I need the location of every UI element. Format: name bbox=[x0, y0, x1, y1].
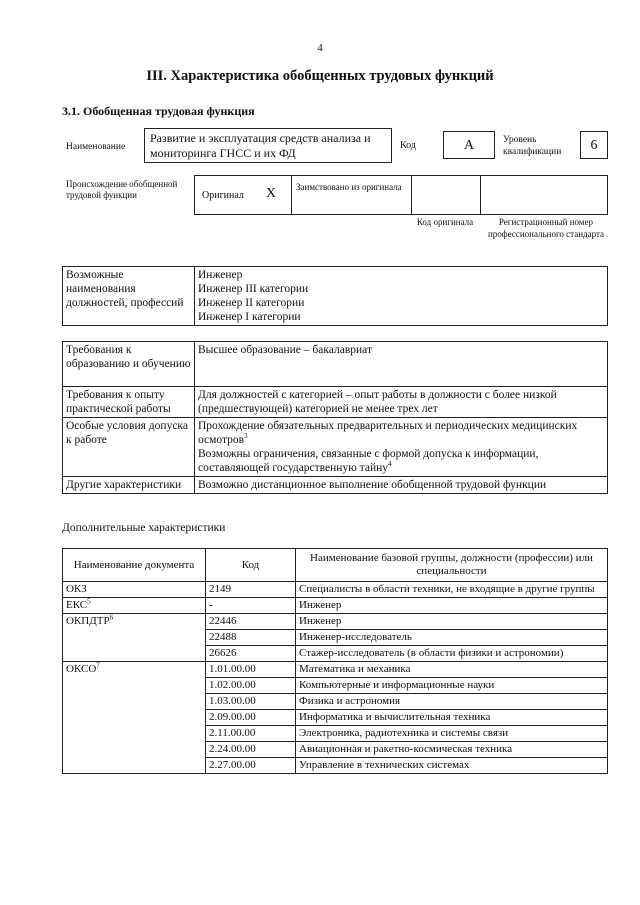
occupation-name-cell: Электроника, радиотехника и системы связи bbox=[296, 726, 608, 742]
code-cell: 2.11.00.00 bbox=[206, 726, 296, 742]
document-cell bbox=[63, 598, 206, 614]
occupation-name-cell: Компьютерные и информационные науки bbox=[296, 678, 608, 694]
original-label: Оригинал bbox=[202, 190, 244, 201]
code-cell: 1.02.00.00 bbox=[206, 678, 296, 694]
code-cell: - bbox=[206, 598, 296, 614]
code-cell: 26626 bbox=[206, 646, 296, 662]
occupation-name-cell: Математика и механика bbox=[296, 662, 608, 678]
page-number: 4 bbox=[317, 42, 323, 54]
requirement-row bbox=[63, 387, 608, 418]
additional-label: Дополнительные характеристики bbox=[62, 522, 226, 534]
positions-label: Возможные наименования должностей, профессий bbox=[63, 267, 195, 326]
table-row bbox=[63, 614, 608, 630]
code-cell: 22488 bbox=[206, 630, 296, 646]
code-cell: 22446 bbox=[206, 614, 296, 630]
document-cell bbox=[63, 582, 206, 598]
requirement-label: Другие характеристики bbox=[63, 477, 195, 494]
table-row bbox=[63, 582, 608, 598]
position-item: Инженер II категории bbox=[198, 297, 305, 309]
requirement-text: Возможны ограничения, связанные с формой допуска к информации, составляющей государственную тайну bbox=[198, 448, 539, 474]
column-header: Наименование базовой группы, должности (профессии) или специальности bbox=[296, 549, 608, 582]
code-cell: 2149 bbox=[206, 582, 296, 598]
code-label: Код bbox=[400, 140, 416, 151]
section-title: III. Характеристика обобщенных трудовых функций bbox=[146, 68, 494, 84]
origin-label: Происхождение обобщенной трудовой функции bbox=[66, 179, 178, 200]
document-cell bbox=[63, 614, 206, 662]
requirements-table bbox=[62, 341, 608, 494]
positions-list bbox=[195, 267, 608, 326]
requirement-label: Особые условия допуска к работе bbox=[63, 418, 195, 477]
level-value: 6 bbox=[580, 131, 608, 159]
column-header: Код bbox=[206, 549, 296, 582]
occupation-name-cell: Авиационная и ракетно-космическая техника bbox=[296, 742, 608, 758]
requirement-value: Возможно дистанционное выполнение обобщенной трудовой функции bbox=[195, 477, 608, 494]
footnote-mark: 3 bbox=[244, 432, 248, 441]
reg-number-label: Регистрационный номер профессионального стандарта bbox=[487, 217, 605, 239]
document-name: ОКСО bbox=[66, 663, 97, 675]
positions-table bbox=[62, 266, 608, 326]
code-cell: 1.03.00.00 bbox=[206, 694, 296, 710]
requirement-label: Требования к образованию и обучению bbox=[63, 342, 195, 387]
occupation-name-cell: Информатика и вычислительная техника bbox=[296, 710, 608, 726]
occupation-name-cell: Физика и астрономия bbox=[296, 694, 608, 710]
level-label: Уровень квалификации bbox=[503, 135, 562, 157]
subsection-title: 3.1. Обобщенная трудовая функция bbox=[62, 104, 255, 118]
column-header: Наименование документа bbox=[63, 549, 206, 582]
code-cell: 2.09.00.00 bbox=[206, 710, 296, 726]
occupation-name-cell: Управление в технических системах bbox=[296, 758, 608, 774]
requirement-value: Для должностей с категорией – опыт работы в должности с более низкой (предшествующей) категорией не менее трех лет bbox=[195, 387, 608, 418]
code-cell: 1.01.00.00 bbox=[206, 662, 296, 678]
original-mark: X bbox=[266, 186, 277, 201]
footnote-mark: 7 bbox=[96, 661, 100, 670]
document-name: ЕКС bbox=[66, 599, 88, 611]
requirement-value bbox=[195, 418, 608, 477]
footnote-mark: 4 bbox=[388, 460, 392, 469]
position-item: Инженер bbox=[198, 269, 243, 281]
name-value: Развитие и эксплуатация средств анализа и мониторинга ГНСС и их ФД bbox=[144, 128, 392, 163]
requirement-label: Требования к опыту практической работы bbox=[63, 387, 195, 418]
table-row bbox=[63, 598, 608, 614]
position-item: Инженер I категории bbox=[198, 311, 301, 323]
additional-table bbox=[62, 548, 608, 774]
document-cell bbox=[63, 662, 206, 774]
document-name: ОКПДТР bbox=[66, 615, 110, 627]
occupation-name-cell: Инженер bbox=[296, 614, 608, 630]
requirement-row bbox=[63, 418, 608, 477]
occupation-name-cell: Стажер-исследователь (в области физики и астрономии) bbox=[296, 646, 608, 662]
code-original-label: Код оригинала bbox=[416, 217, 474, 227]
footnote-mark: 5 bbox=[87, 597, 91, 606]
position-item: Инженер III категории bbox=[198, 283, 309, 295]
borrowed-label: Заимствовано из оригинала bbox=[296, 182, 402, 192]
code-value: A bbox=[443, 131, 495, 159]
requirement-text: Прохождение обязательных предварительных и периодических медицинских осмотров bbox=[198, 420, 578, 446]
code-cell: 2.24.00.00 bbox=[206, 742, 296, 758]
document-name: ОКЗ bbox=[66, 583, 87, 595]
occupation-name-cell: Инженер bbox=[296, 598, 608, 614]
table-header-row bbox=[63, 549, 608, 582]
requirement-row bbox=[63, 477, 608, 494]
requirement-row bbox=[63, 342, 608, 387]
footnote-mark: 6 bbox=[109, 613, 114, 622]
occupation-name-cell: Специалисты в области техники, не входящие в другие группы bbox=[296, 582, 608, 598]
requirement-value: Высшее образование – бакалавриат bbox=[195, 342, 608, 387]
table-row bbox=[63, 662, 608, 678]
name-label: Наименование bbox=[66, 142, 126, 152]
code-cell: 2.27.00.00 bbox=[206, 758, 296, 774]
occupation-name-cell: Инженер-исследователь bbox=[296, 630, 608, 646]
